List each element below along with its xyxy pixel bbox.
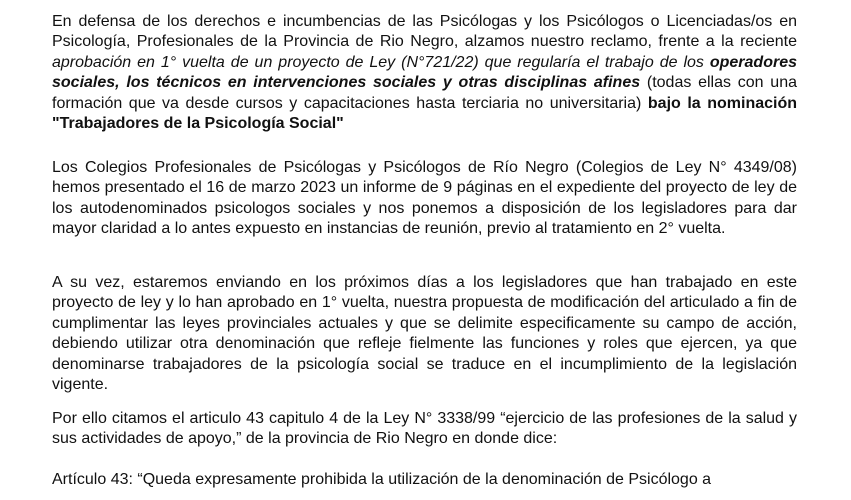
paragraph-reclamo-intro: En defensa de los derechos e incumbencias de las Psicólogas y los Psicólogos o Licenciadas/os en Psicología, Profesionales de la Provincia de Rio Negro, alzamos nuestro reclamo, frente a la reciente xyxy=(52,13,797,51)
paragraph-reclamo-bold-italic: operadores sociales, los técnicos en intervenciones sociales y otras disciplinas afines xyxy=(52,53,797,92)
paragraph-reclamo-bold: bajo la nominación "Trabajadores de la Psicología Social" xyxy=(52,94,798,133)
paragraph-propuesta: A su vez, estaremos enviando en los próximos días a los legisladores que han trabajado en este proyecto de ley y lo han aprobado en 1° vuelta, nuestra propuesta de modificación del articulado a fin de cumplimentar las leyes provinciales actuales y que se delimite especificamente su campo de acción, debiendo utilizar otra denominación que refleje fielmente las funciones y roles que ejercen, ya que denominarse trabajadores de la psicología social se traduce en el incumplimiento de la legislación vigente. xyxy=(52,274,797,394)
paragraph-articulo-43: Artículo 43: “Queda expresamente prohibida la utilización de la denominación de Psicólogo a xyxy=(52,471,712,488)
paragraph-reclamo-italic: aprobación en 1° vuelta de un proyecto de Ley (N°721/22) que regularía el trabajo de los xyxy=(52,53,710,71)
paragraph-reclamo xyxy=(52,12,797,134)
paragraph-reclamo-middle: (todas ellas con una formación que va desde cursos y capacitaciones hasta terciaria no universitaria) xyxy=(52,74,797,112)
paragraph-colegios: Los Colegios Profesionales de Psicólogas y Psicólogos de Río Negro (Colegios de Ley N° 4349/08) hemos presentado el 16 de marzo 2023 un informe de 9 páginas en el expediente del proyecto de ley de los autodenominados psicologos sociales y nos ponemos a disposición de los legisladores para dar mayor claridad a lo antes expuesto en instancias de reunión, previo al tratamiento en 2° vuelta. xyxy=(52,159,797,238)
paragraph-cita-ley: Por ello citamos el articulo 43 capitulo 4 de la Ley N° 3338/99 “ejercicio de las profesiones de la salud y sus actividades de apoyo,” de la provincia de Rio Negro en donde dice: xyxy=(52,410,797,448)
